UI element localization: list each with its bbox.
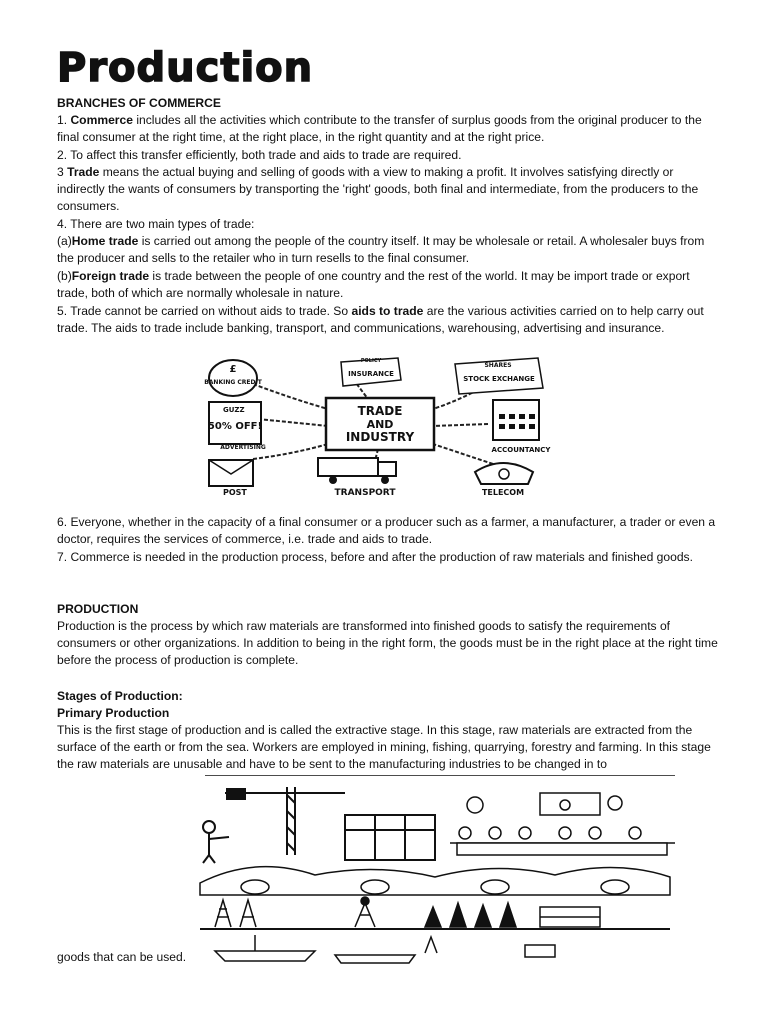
- paragraph-7: 7. Commerce is needed in the production process, before and after the production of raw materials and finished goods.: [57, 550, 693, 564]
- diagram-policy: POLICY: [360, 358, 382, 364]
- term-home-trade: Home trade: [71, 234, 139, 248]
- section-heading-production: PRODUCTION: [57, 602, 139, 616]
- term-foreign-trade: Foreign trade: [71, 269, 150, 283]
- page-title: Production: [57, 45, 314, 91]
- diagram-post: POST: [223, 488, 247, 497]
- section-heading-branches: BRANCHES OF COMMERCE: [57, 96, 221, 110]
- production-paragraph: Production is the process by which raw materials are transformed into finished goods to satisfy the requirements of consumers or other organizations. In addition to being in the right form, the goods must be in the right place at the right time before the process of production is complete.: [57, 619, 718, 667]
- paragraph-4: 4. There are two main types of trade:: [57, 217, 255, 231]
- primary-paragraph: This is the first stage of production and is called the extractive stage. In this stage, raw materials are extracted from the surface of the earth or from the sea. Workers are employed in mining, fishing, quarrying, forestry and farming. In this stage the raw materials are unusable and have to be sent to the manufacturing industries to be changed in to: [57, 723, 711, 771]
- diagram-shares: SHARES: [484, 362, 512, 369]
- section-heading-primary: Primary Production: [57, 706, 170, 720]
- term-commerce: Commerce: [70, 113, 133, 127]
- section-heading-stages: Stages of Production:: [57, 689, 183, 703]
- primary-production-illustration: [195, 775, 675, 965]
- calculator-icon: [493, 400, 539, 440]
- trade-and-industry-diagram: [203, 354, 563, 498]
- paragraph-2: 2. To affect this transfer efficiently, both trade and aids to trade are required.: [57, 148, 462, 162]
- diagram-advertising: ADVERTISING: [220, 444, 266, 451]
- diagram-transport: TRANSPORT: [334, 488, 396, 498]
- paragraph-3: 3 Trade means the actual buying and selling of goods with a view to making a profit. It involves satisfying directly or indirectly the wants of consumers by transporting the 'right' goods, both final and intermediate, from the producers to the consumers.: [57, 165, 699, 213]
- paragraph-1: 1. Commerce includes all the activities which contribute to the transfer of surplus goods from the original producer to the final consumer at the right time, at the right place, in the right quantity and at the right price.: [57, 113, 702, 144]
- paragraph-6: 6. Everyone, whether in the capacity of a final consumer or a producer such as a farmer, a manufacturer, a trader or even a doctor, requires the services of commerce, i.e. trade and aids to trade.: [57, 515, 716, 546]
- diagram-insurance: INSURANCE: [348, 370, 394, 378]
- diagram-banking: BANKING CREDIT: [204, 379, 262, 386]
- paragraph-4b: (b)Foreign trade is trade between the people of one country and the rest of the world. It may be import trade or export trade, both of which are normally wholesale in nature.: [57, 269, 690, 300]
- diagram-accountancy: ACCOUNTANCY: [491, 446, 551, 454]
- diagram-stock: STOCK EXCHANGE: [463, 375, 535, 383]
- diagram-center-line1: TRADE: [357, 404, 403, 418]
- diagram-telecom: TELECOM: [481, 488, 525, 497]
- paragraph-4a: (a)Home trade is carried out among the people of the country itself. It may be wholesale or retail. A wholesaler buys from the producer and sells to the retailer who in turn resells to the final consumer.: [57, 234, 705, 265]
- term-trade: Trade: [67, 165, 100, 179]
- diagram-center-line2: AND: [366, 418, 394, 431]
- factory-building-icon: [345, 815, 435, 860]
- truck-icon: [318, 458, 378, 476]
- term-aids-to-trade: aids to trade: [351, 304, 424, 318]
- diagram-center-line3: INDUSTRY: [345, 430, 415, 444]
- diagram-guzz: GUZZ: [223, 406, 245, 414]
- paragraph-5: 5. Trade cannot be carried on without aids to trade. So aids to trade are the various activities carried on to help carry out trade. The aids to trade include banking, transport, and communications, warehousing, advertising and insurance.: [57, 304, 704, 335]
- primary-paragraph-end: goods that can be used.: [57, 950, 187, 964]
- svg-text:£: £: [229, 364, 237, 375]
- diagram-off: 50% OFF!: [207, 421, 263, 432]
